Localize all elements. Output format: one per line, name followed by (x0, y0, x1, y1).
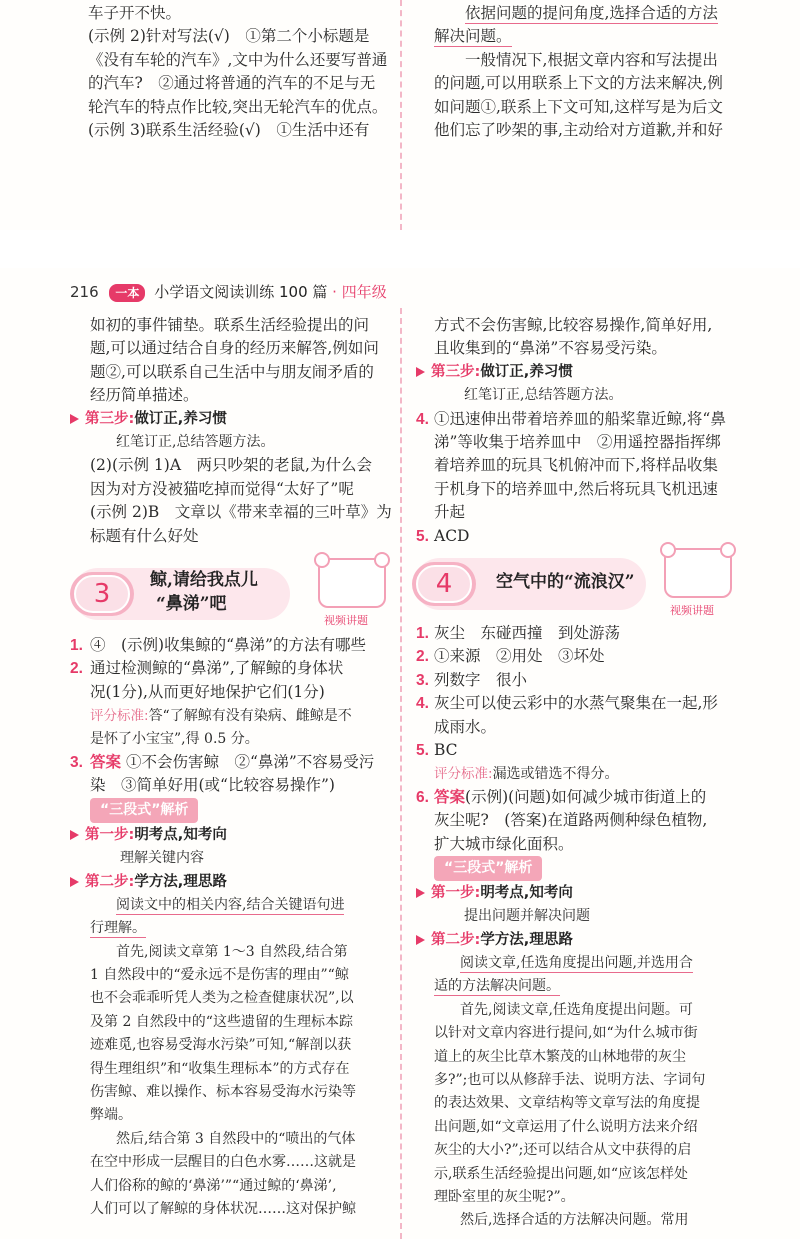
text-line: 首先,阅读文章,任选角度提出问题。可 (460, 1001, 693, 1018)
method-line: 行理解。 (90, 920, 146, 937)
text-line: 首先,阅读文章第 1～3 自然段,结合第 (116, 943, 348, 960)
brand-logo: 一本 (109, 284, 145, 302)
text-line: 车子开不快。 (88, 4, 182, 22)
text-line: 轮汽车的特点作比较,突出无轮汽车的优点。 (88, 97, 388, 116)
text-line: (示例 2)B 文章以《带来幸福的三叶草》为 (90, 503, 392, 522)
section-title (150, 568, 258, 616)
page-number: 216 (70, 283, 99, 301)
section-title-line: “鼻涕”吧 (156, 594, 227, 614)
text-line: 出问题,如“文章运用了什么说明方法来介绍 (434, 1118, 698, 1135)
step2-heading: 第二步:学方法,理思路 (416, 929, 746, 952)
method-line: 解决问题。 (434, 27, 512, 46)
step3-text: 红笔订正,总结答题方法。 (116, 433, 275, 450)
text-line: 1 自然段中的“爱永远不是伤害的理由”“鲸 (90, 967, 349, 984)
text-line: 示,联系生活经验提出问题,如“应该怎样处 (434, 1165, 689, 1182)
answer-5: 5. ACD (416, 526, 470, 545)
answer-6: 6. 答案(示例)(问题)如何减少城市街道上的 (416, 787, 707, 806)
text-line: 着培养皿的玩具飞机俯冲而下,将样品收集 (434, 456, 718, 475)
score-criteria: 评分标准:答“了解鲸有没有染病、雌鲸是不 (90, 708, 352, 725)
step3-heading: 第三步:做订正,养习惯 (70, 408, 390, 431)
step1-heading: 第一步:明考点,知考向 (416, 882, 746, 905)
text-line: 扩大城市绿化面积。 (434, 834, 574, 853)
text-line: 如初的事件铺垫。联系生活经验提出的问 (90, 316, 370, 334)
triangle-bullet-icon (70, 877, 79, 887)
text-line: 如问题①,联系上下文可知,这样写是为后文 (434, 97, 723, 116)
step1-text: 理解关键内容 (120, 850, 204, 867)
step1-heading: 第一步:明考点,知考向 (70, 824, 390, 847)
text-line: 一般情况下,根据文章内容和写法提出 (465, 50, 718, 69)
left-answers (70, 634, 390, 1221)
right-answers (416, 622, 746, 1233)
text-line: 的汽车? ②通过将普通的汽车的不足与无 (88, 74, 376, 93)
section-title-line: 鲸,请给我点儿 (150, 570, 258, 590)
text-line: 灰尘的大小?”;还可以结合从文中获得的启 (434, 1142, 692, 1159)
text-line: 成雨水。 (434, 717, 497, 736)
text-line: 升起 (434, 503, 466, 522)
step1-text: 提出问题并解决问题 (464, 908, 590, 925)
text-line: 在空中形成一层醒目的白色水雾……这就是 (90, 1154, 356, 1171)
section-number: 4 (416, 565, 472, 603)
step2-heading: 第二步:学方法,理思路 (70, 871, 390, 894)
text-line: 题②,可以联系自己生活中与朋友闹矛盾的 (90, 362, 374, 381)
video-label[interactable]: 视频讲题 (670, 604, 714, 617)
method-line: 适的方法解决问题。 (434, 978, 560, 995)
text-line: 灰尘呢? (答案)在道路两侧种绿色植物, (434, 811, 708, 830)
text-line: 况(1分),从而更好地保护它们(1分) (90, 682, 325, 701)
text-line: 道上的灰尘比草木繁茂的山林地带的灰尘 (434, 1048, 686, 1065)
left-column (70, 314, 390, 548)
text-line: 的问题,可以用联系上下文的方法来解决,例 (434, 74, 723, 93)
previous-page-fragment (0, 0, 800, 230)
column-divider (400, 308, 402, 1239)
method-line: 阅读文章,任选角度提出问题,并选用合 (460, 955, 693, 972)
text-line: (示例 3)联系生活经验(√) ①生活中还有 (88, 120, 370, 139)
text-line: 理卧室里的灰尘呢?”。 (434, 1188, 575, 1205)
answer-3: 3. 答案 ①不会伤害鲸 ②“鼻涕”不容易受污 (70, 752, 375, 771)
text-line: 人们俗称的鲸的‘鼻涕’”“通过鲸的‘鼻涕’, (90, 1177, 337, 1194)
answer-2: 2. 通过检测鲸的“鼻涕”,了解鲸的身体状 (70, 659, 344, 678)
text-line: 题,可以通过结合自身的经历来解答,例如问 (90, 339, 379, 358)
column-divider (400, 0, 402, 230)
text-line: 及第 2 自然段中的“这些遗留的生理标本踪 (90, 1013, 353, 1030)
text-line: 于机身下的培养皿中,然后将玩具飞机迅速 (434, 479, 718, 498)
top-right-column (434, 2, 734, 142)
text-line: 涕”等收集于培养皿中 ②用遥控器指挥绑 (434, 432, 721, 451)
text-line: (2)(示例 1)A 两只吵架的老鼠,为什么会 (90, 456, 372, 475)
page-216 (0, 268, 800, 1239)
video-qr-frame[interactable] (664, 548, 732, 598)
step3-heading: 第三步:做订正,养习惯 (416, 361, 746, 384)
triangle-bullet-icon (70, 414, 79, 424)
answer-4: 4. 灰尘可以使云彩中的水蒸气聚集在一起,形 (416, 694, 718, 713)
text-line: (示例 2)针对写法(√) ①第二个小标题是 (88, 27, 370, 46)
text-line: 迹难觅,也容易受海水污染”可知,“解剖以获 (90, 1037, 352, 1054)
text-line: 弊端。 (90, 1107, 132, 1124)
video-qr-frame[interactable] (318, 558, 386, 608)
text-line: 因为对方没被猫吃掉而觉得“太好了”呢 (90, 479, 354, 498)
text-line: 染 ③简单好用(或“比较容易操作”) (90, 776, 335, 795)
text-line: 《没有车轮的汽车》,文中为什么还要写普通 (88, 50, 388, 69)
triangle-bullet-icon (70, 830, 79, 840)
top-left-column (88, 2, 388, 142)
triangle-bullet-icon (416, 367, 425, 377)
section-title: 空气中的“流浪汉” (496, 572, 635, 592)
triangle-bullet-icon (416, 935, 425, 945)
running-header (70, 280, 387, 304)
method-line: 阅读文中的相关内容,结合关键语句进 (116, 896, 345, 913)
answer-3: 3. 列数字 很小 (416, 670, 528, 689)
text-line: 多?”;也可以从修辞手法、说明方法、字词句 (434, 1072, 706, 1089)
text-line: 是怀了小宝宝”,得 0.5 分。 (90, 730, 259, 747)
text-line: 他们忘了吵架的事,主动给对方道歉,并和好 (434, 120, 723, 139)
analysis-tag-row (416, 856, 746, 882)
grade-label: · 四年级 (332, 283, 387, 301)
answer-1: 1. ④ (示例)收集鲸的“鼻涕”的方法有哪些 (70, 636, 366, 654)
analysis-tag-row (70, 798, 390, 824)
analysis-tag: “三段式”解析 (90, 798, 198, 823)
text-line: 也不会乖乖听凭人类为之检查健康状况”,以 (90, 990, 354, 1007)
answer-5: 5. BC (416, 740, 458, 759)
right-column (416, 314, 746, 548)
answer-2: 2. ①来源 ②用处 ③坏处 (416, 647, 605, 666)
triangle-bullet-icon (416, 888, 425, 898)
text-line: 的表达效果、文章结构等文章写法的角度提 (434, 1095, 700, 1112)
method-line: 依据问题的提问角度,选择合适的方法 (465, 4, 718, 22)
text-line: 然后,选择合适的方法解决问题。常用 (460, 1212, 689, 1229)
text-line: 方式不会伤害鲸,比较容易操作,简单好用, (434, 316, 713, 334)
section-number-badge (70, 572, 134, 616)
section-number: 3 (74, 575, 130, 613)
step3-text: 红笔订正,总结答题方法。 (464, 387, 623, 404)
text-line: 且收集到的“鼻涕”不容易受污染。 (434, 339, 667, 358)
text-line: 以针对文章内容进行提问,如“为什么城市街 (434, 1025, 698, 1042)
page-gap (0, 230, 800, 268)
book-title: 小学语文阅读训练 100 篇 (154, 283, 328, 301)
score-criteria: 评分标准:漏选或错选不得分。 (434, 766, 619, 783)
text-line: 然后,结合第 3 自然段中的“喷出的气体 (116, 1130, 356, 1147)
text-line: 经历简单描述。 (90, 386, 199, 405)
video-label[interactable]: 视频讲题 (324, 614, 368, 627)
answer-1: 1. 灰尘 东碰西撞 到处游荡 (416, 624, 621, 642)
text-line: 得生理组织”和“收集生理标本”的方式存在 (90, 1060, 350, 1077)
text-line: 人们可以了解鲸的身体状况……这对保护鲸 (90, 1200, 356, 1217)
text-line: 伤害鲸、难以操作、标本容易受海水污染等 (90, 1084, 356, 1101)
section-number-badge (412, 562, 476, 606)
analysis-tag: “三段式”解析 (434, 856, 542, 881)
answer-4: 4. ①迅速伸出带着培养皿的船桨靠近鲸,将“鼻 (416, 409, 726, 428)
text-line: 标题有什么好处 (90, 526, 199, 545)
